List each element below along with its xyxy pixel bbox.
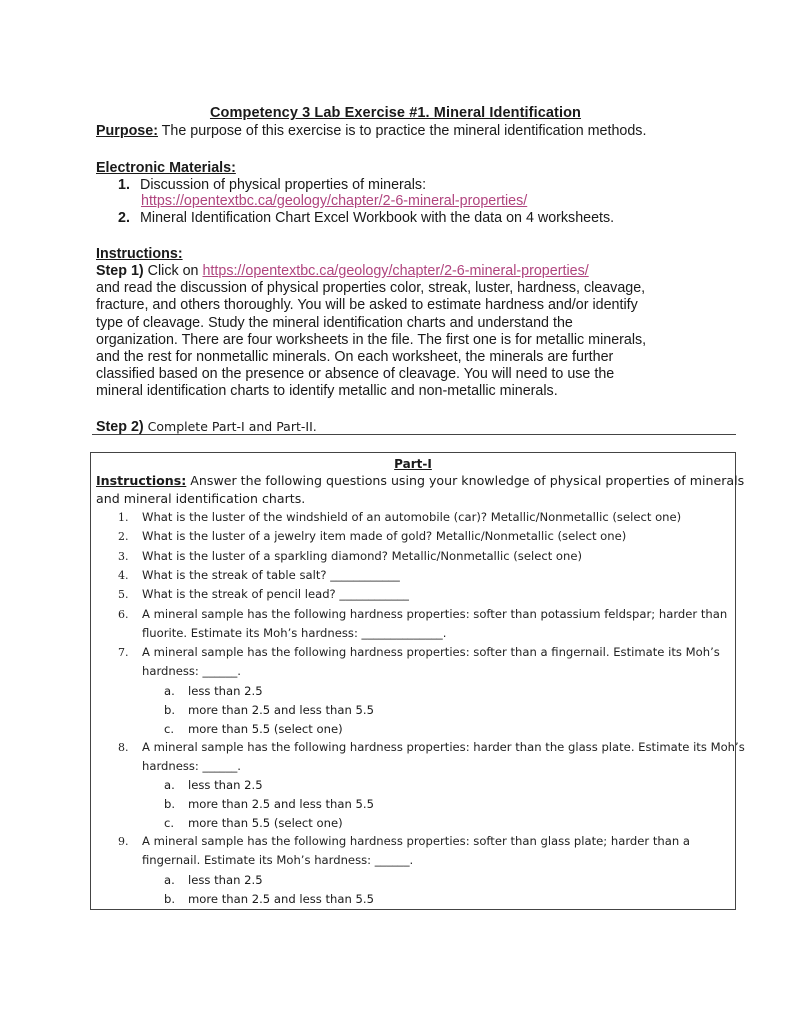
question-text: A mineral sample has the following hardness properties: harder than the glass plate. Estimate its Moh’s [142, 740, 745, 754]
page-title: Competency 3 Lab Exercise #1. Mineral Identification [209, 105, 582, 121]
instructions-line: and the rest for nonmetallic minerals. On each worksheet, the minerals are further [96, 349, 614, 365]
option-text: more than 2.5 and less than 5.5 [188, 892, 374, 906]
question-text: A mineral sample has the following hardness properties: softer than a fingernail. Estimate its Moh’s [142, 645, 720, 659]
question-text: A mineral sample has the following hardness properties: softer than potassium feldspar; harder than [142, 607, 728, 621]
question-text: fluorite. Estimate its Moh’s hardness: ______________. [142, 626, 447, 640]
instructions-line: and read the discussion of physical properties color, streak, luster, hardness, cleavage, [96, 280, 646, 296]
part1-instructions-label: Instructions: [96, 473, 187, 488]
purpose-label: Purpose: [96, 123, 158, 139]
option-text: more than 5.5 (select one) [188, 816, 343, 830]
instructions-line: organization. There are four worksheets in the file. The first one is for metallic minerals, [96, 332, 647, 348]
question-number: 6. [118, 608, 129, 621]
question-text: fingernail. Estimate its Moh’s hardness: ______. [142, 853, 414, 867]
materials-link[interactable]: https://opentextbc.ca/geology/chapter/2-6-mineral-properties/ [141, 193, 528, 209]
part1-instructions-text: Answer the following questions using your knowledge of physical properties of minerals [186, 473, 745, 488]
materials-item-2-number: 2. [118, 210, 130, 226]
question-number: 3. [118, 550, 129, 563]
step2-label: Step 2) [96, 419, 144, 435]
question-number: 9. [118, 835, 129, 848]
question-number: 7. [118, 646, 129, 659]
part1-instructions-line-2: and mineral identification charts. [96, 491, 306, 506]
step2-text: Complete Part-I and Part-II. [143, 419, 317, 434]
step1-link[interactable]: https://opentextbc.ca/geology/chapter/2-6-mineral-properties/ [202, 263, 589, 279]
materials-item-1 [118, 177, 426, 194]
option-letter: b. [164, 797, 176, 811]
materials-item-1-number: 1. [118, 177, 130, 193]
purpose-line [96, 123, 646, 140]
option-text: less than 2.5 [188, 684, 263, 698]
option-letter: c. [164, 816, 175, 830]
option-text: more than 5.5 (select one) [188, 722, 343, 736]
question-text: hardness: ______. [142, 759, 241, 773]
question-number: 4. [118, 569, 129, 582]
instructions-line: mineral identification charts to identify metallic and non-metallic minerals. [96, 383, 558, 399]
part1-instructions-line-1 [96, 473, 744, 488]
instructions-line: fracture, and others thoroughly. You will be asked to estimate hardness and/or identify [96, 297, 638, 313]
step1-label: Step 1) [96, 263, 144, 279]
question-text: What is the streak of table salt? ____________ [142, 568, 400, 582]
step1-line [96, 263, 589, 280]
question-number: 5. [118, 588, 129, 601]
instructions-line: type of cleavage. Study the mineral identification charts and understand the [96, 315, 573, 331]
option-text: more than 2.5 and less than 5.5 [188, 797, 374, 811]
option-letter: b. [164, 892, 176, 906]
step1-click-text: Click on [143, 263, 203, 279]
option-text: less than 2.5 [188, 778, 263, 792]
table-top-divider [92, 434, 736, 435]
materials-item-1-link-row [141, 193, 527, 210]
question-number: 8. [118, 741, 129, 754]
option-text: more than 2.5 and less than 5.5 [188, 703, 374, 717]
option-letter: a. [164, 873, 175, 887]
instructions-heading: Instructions: [96, 246, 183, 262]
option-letter: a. [164, 684, 175, 698]
option-text: less than 2.5 [188, 873, 263, 887]
question-text: What is the streak of pencil lead? ____________ [142, 587, 409, 601]
materials-item-2-text: Mineral Identification Chart Excel Workbook with the data on 4 worksheets. [140, 210, 615, 226]
question-text: What is the luster of a sparkling diamond? Metallic/Nonmetallic (select one) [142, 549, 583, 563]
purpose-text: The purpose of this exercise is to practice the mineral identification methods. [157, 123, 647, 139]
option-letter: c. [164, 722, 175, 736]
question-number: 2. [118, 530, 129, 543]
materials-heading: Electronic Materials: [96, 160, 236, 176]
question-text: hardness: ______. [142, 664, 241, 678]
instructions-line: classified based on the presence or absence of cleavage. You will need to use the [96, 366, 615, 382]
materials-item-2 [118, 210, 614, 227]
option-letter: b. [164, 703, 176, 717]
option-letter: a. [164, 778, 175, 792]
question-text: What is the luster of the windshield of an automobile (car)? Metallic/Nonmetallic (select one) [142, 510, 682, 524]
question-number: 1. [118, 511, 129, 524]
question-text: A mineral sample has the following hardness properties: softer than glass plate; harder than a [142, 834, 690, 848]
materials-item-1-text: Discussion of physical properties of minerals: [140, 177, 427, 193]
part1-heading: Part-I [394, 457, 432, 471]
question-text: What is the luster of a jewelry item made of gold? Metallic/Nonmetallic (select one) [142, 529, 627, 543]
